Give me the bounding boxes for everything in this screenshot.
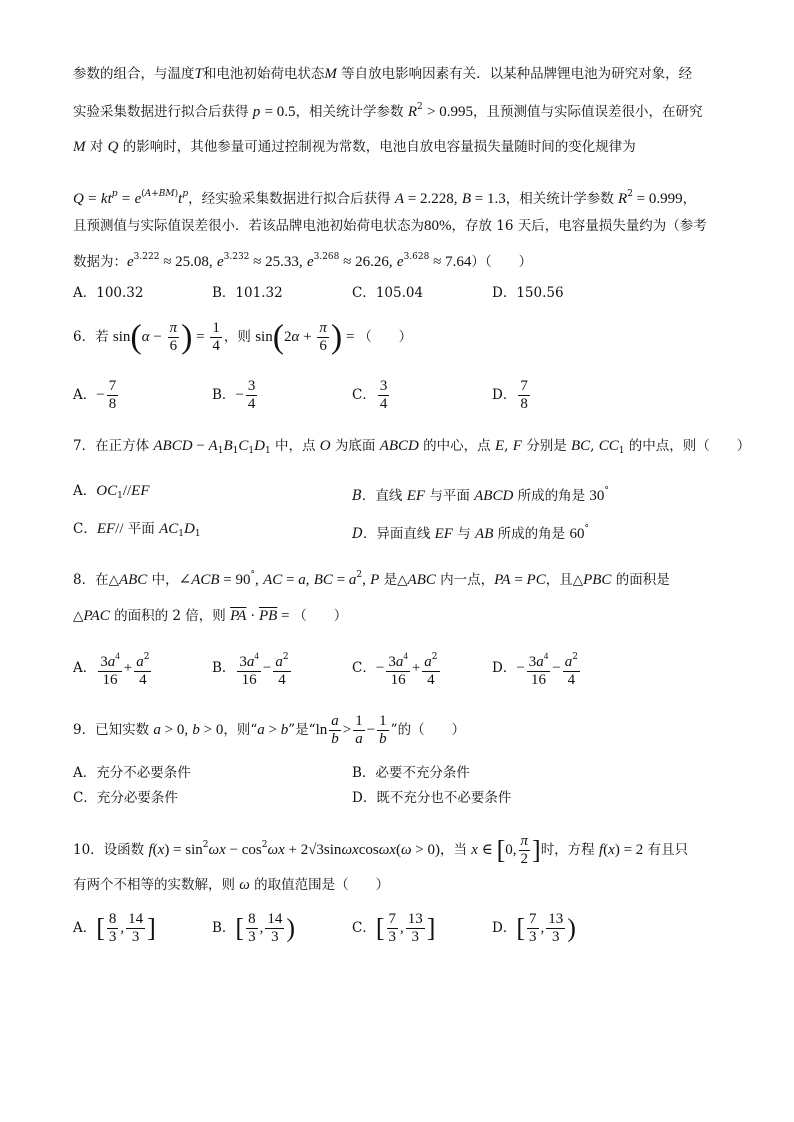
q6-option-a[interactable]: A．− $\frac{7}{8}$ <box>73 378 117 412</box>
intro-line-5: 且预测值与实际值误差很小．若该品牌电池初始荷电状态为80%，存放 16 天后，电容量损失量约为（参考 <box>73 218 707 234</box>
q9-option-c[interactable]: C．充分必要条件 <box>73 790 178 806</box>
q8-option-c[interactable]: C．− $\frac{3a^4}{16}$ + $\frac{a^2}{4}$ <box>352 648 442 689</box>
q5-option-c[interactable]: C．105.04 <box>352 285 424 301</box>
q9-option-b[interactable]: B．必要不充分条件 <box>352 765 470 781</box>
q5-option-d[interactable]: D．150.56 <box>492 285 564 301</box>
q8-stem-line-1: 8．在△ABC 中，∠ACB = 90°, AC = a, BC = $a^2$, P 是△ABC 内一点，PA = PC，且△PBC 的面积是 <box>73 570 670 588</box>
q7-stem: 7．在正方体 ABCD − $A_1B_1C_1D_1$ 中，点 O 为底面 ABCD 的中心，点 E, F 分别是 BC, $CC_1$ 的中点，则（ ） <box>73 438 751 456</box>
q7-option-c[interactable]: C．EF// 平面 $AC_1D_1$ <box>73 521 201 539</box>
q7-option-a[interactable]: A．$OC_1//EF$ <box>73 483 150 501</box>
q5-option-b[interactable]: B．101.32 <box>212 285 283 301</box>
q9-stem: 9．已知实数 a > 0, b > 0，则“a > b”是“ln $\frac{a}{b}$ > $\frac{1}{a}$ − $\frac{1}{b}$ ”的（ ） <box>73 713 466 747</box>
q10-option-a[interactable]: A．[ $\frac{8}{3}$ , $\frac{14}{3}$ ] <box>73 911 156 945</box>
q10-option-c[interactable]: C．[ $\frac{7}{3}$ , $\frac{13}{3}$ ] <box>352 911 436 945</box>
q8-option-a[interactable]: A． $\frac{3a^4}{16}$ + $\frac{a^2}{4}$ <box>73 648 153 689</box>
q7-option-d[interactable]: D．异面直线 EF 与 AB 所成的角是 60° <box>352 524 589 542</box>
q10-stem-line-2: 有两个不相等的实数解，则 ω 的取值范围是（ ） <box>73 877 390 893</box>
q6-option-c[interactable]: C． $\frac{3}{4}$ <box>352 378 388 412</box>
q8-stem-line-2: △PAC 的面积的 2 倍，则 $\overline{PA} \cdot \overline{PB}$ = （ ） <box>73 608 348 624</box>
intro-line-2: 实验采集数据进行拟合后获得 p = 0.5，相关统计学参数 $R^2 > 0.995$，且预测值与实际值误差很小，在研究 <box>73 102 703 120</box>
q9-option-d[interactable]: D．既不充分也不必要条件 <box>352 790 512 806</box>
q9-option-a[interactable]: A．充分不必要条件 <box>73 765 191 781</box>
q5-option-a[interactable]: A．100.32 <box>73 285 144 301</box>
q7-option-b[interactable]: B．直线 EF 与平面 ABCD 所成的角是 30° <box>352 486 609 504</box>
intro-line-4: $Q = kt^p = e^{(A+BM)}t^p$，经实验采集数据进行拟合后获得 A = 2.228, B = 1.3，相关统计学参数 $R^2 = 0.999$， <box>73 189 697 207</box>
q10-option-b[interactable]: B．[ $\frac{8}{3}$ , $\frac{14}{3}$ ) <box>212 911 296 945</box>
q6-option-d[interactable]: D． $\frac{7}{8}$ <box>492 378 528 412</box>
intro-line-3: M 对 Q 的影响时，其他参量可通过控制视为常数，电池自放电容量损失量随时间的变化规律为 <box>73 139 636 155</box>
q8-option-d[interactable]: D．− $\frac{3a^4}{16}$ − $\frac{a^2}{4}$ <box>492 648 582 689</box>
q8-option-b[interactable]: B． $\frac{3a^4}{16}$ − $\frac{a^2}{4}$ <box>212 648 293 689</box>
intro-line-6: 数据为：$e^{3.222} \approx 25.08$, $e^{3.232} \approx 25.33$, $e^{3.268} \approx 26.26$, $e^{3.628} \approx 7.64$）（ ） <box>73 252 533 270</box>
q6-option-b[interactable]: B．− $\frac{3}{4}$ <box>212 378 256 412</box>
q10-stem-line-1: 10．设函数 $f(x) = \sin^2\omega x - \cos^2\omega x + 2√3\sin\omega xcos\omega x(\omega > 0)$，当 x ∈ [0, $\frac{\pi}{2}$ ]时，方程 f(x) = 2 有且只 <box>73 833 689 867</box>
q10-option-d[interactable]: D．[ $\frac{7}{3}$ , $\frac{13}{3}$ ) <box>492 911 576 945</box>
q6-stem: 6．若 sin(α − $\frac{\pi}{6}$ ) = $\frac{1}{4}$ ，则 sin(2α + $\frac{\pi}{6}$ ) = （ ） <box>73 318 413 356</box>
intro-line-1: 参数的组合，与温度T和电池初始荷电状态M 等自放电影响因素有关．以某种品牌锂电池为研究对象，经 <box>73 66 693 82</box>
